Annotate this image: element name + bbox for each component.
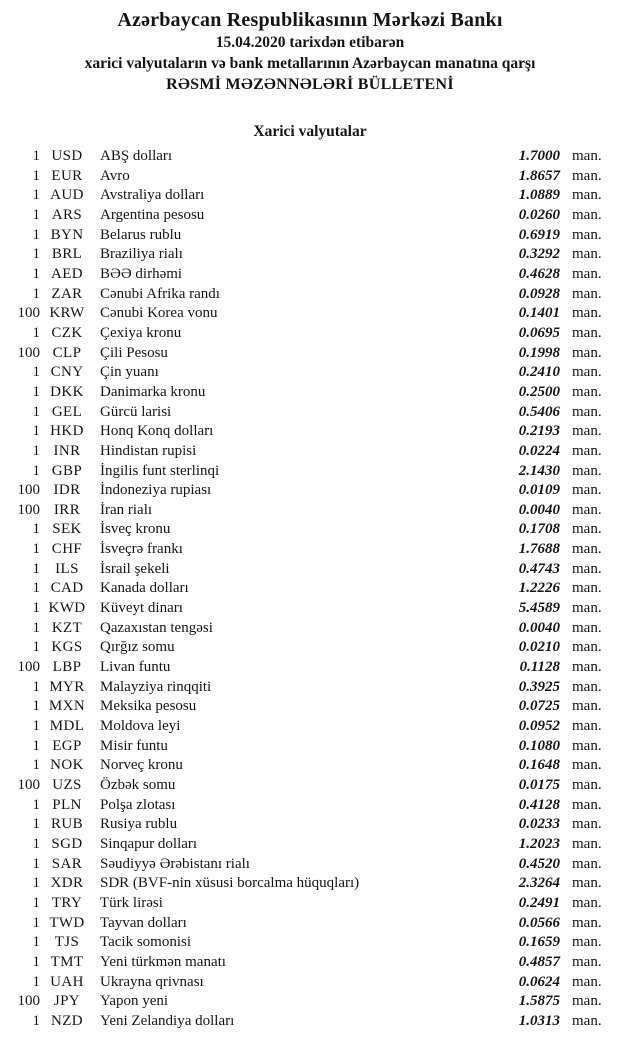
unit-cell: man. xyxy=(572,875,602,892)
unit-cell: man. xyxy=(572,501,602,518)
currency-name-cell: Yapon yeni xyxy=(100,993,169,1010)
unit-cell: man. xyxy=(572,777,602,793)
rate-value-cell: 1.2023 xyxy=(518,835,560,852)
unit-cell: man. xyxy=(572,541,602,558)
currency-code-cell: IRR xyxy=(53,501,81,518)
rate-value-cell: 0.4128 xyxy=(518,796,560,813)
quantity-cell: 1 xyxy=(32,737,40,754)
currency-name-cell: İsveçrə frankı xyxy=(100,541,183,558)
currency-code-cell: UAH xyxy=(50,973,84,990)
rate-value-cell: 1.7688 xyxy=(518,541,560,558)
currency-name-cell: Argentina pesosu xyxy=(100,206,205,223)
rate-value-cell: 0.2491 xyxy=(518,894,560,911)
quantity-cell: 1 xyxy=(32,148,40,164)
unit-cell: man. xyxy=(572,619,602,636)
currency-name-cell: Norveç kronu xyxy=(100,757,183,774)
currency-code-cell: KGS xyxy=(51,639,83,656)
currency-code-cell: SGD xyxy=(51,835,83,852)
rate-row xyxy=(0,266,620,286)
currency-name-cell: Qırğız somu xyxy=(100,639,175,656)
quantity-cell: 1 xyxy=(32,698,40,715)
quantity-cell: 1 xyxy=(32,423,40,440)
rate-value-cell: 0.1998 xyxy=(518,344,560,361)
quantity-cell: 1 xyxy=(32,953,40,970)
quantity-cell: 1 xyxy=(32,206,40,223)
unit-cell: man. xyxy=(572,698,602,715)
quantity-cell: 100 xyxy=(17,501,40,518)
currency-name-cell: Küveyt dinarı xyxy=(100,600,183,617)
unit-cell: man. xyxy=(572,580,602,597)
currency-code-cell: EUR xyxy=(51,167,83,184)
quantity-cell: 1 xyxy=(32,678,40,695)
currency-code-cell: IDR xyxy=(53,482,81,499)
rate-row xyxy=(0,148,620,168)
quantity-cell: 1 xyxy=(32,383,40,400)
rate-value-cell: 5.4589 xyxy=(518,600,560,617)
unit-cell: man. xyxy=(572,934,602,951)
currency-code-cell: ARS xyxy=(51,206,83,223)
rate-value-cell: 0.0175 xyxy=(518,777,560,793)
unit-cell: man. xyxy=(572,894,602,911)
currency-name-cell: Cənubi Afrika randı xyxy=(100,285,220,302)
currency-code-cell: MXN xyxy=(48,698,86,715)
rate-value-cell: 0.5406 xyxy=(518,403,560,420)
quantity-cell: 1 xyxy=(32,639,40,656)
unit-cell: man. xyxy=(572,855,602,872)
currency-code-cell: KZT xyxy=(51,619,83,636)
currency-code-cell: MYR xyxy=(49,678,85,695)
quantity-cell: 1 xyxy=(32,894,40,911)
rate-value-cell: 1.2226 xyxy=(518,580,560,597)
rate-row xyxy=(0,974,620,994)
rate-row xyxy=(0,187,620,207)
rate-value-cell: 0.0952 xyxy=(518,718,560,735)
currency-code-cell: GBP xyxy=(51,462,83,479)
rate-row xyxy=(0,404,620,424)
currency-name-cell: BƏƏ dirhəmi xyxy=(100,265,183,282)
rate-value-cell: 0.1401 xyxy=(518,305,560,322)
unit-cell: man. xyxy=(572,324,602,341)
unit-cell: man. xyxy=(572,953,602,970)
unit-cell: man. xyxy=(572,796,602,813)
currency-code-cell: SEK xyxy=(52,521,82,538)
rate-row xyxy=(0,561,620,581)
currency-code-cell: CHF xyxy=(51,541,83,558)
rate-row xyxy=(0,777,620,797)
currency-code-cell: EGP xyxy=(52,737,82,754)
rate-value-cell: 0.1659 xyxy=(518,934,560,951)
currency-name-cell: İndoneziya rupiası xyxy=(100,482,212,499)
rate-value-cell: 0.0725 xyxy=(518,698,560,715)
rate-row xyxy=(0,620,620,640)
quantity-cell: 1 xyxy=(32,265,40,282)
currency-name-cell: Çili Pesosu xyxy=(100,344,168,361)
rate-row xyxy=(0,541,620,561)
currency-code-cell: SAR xyxy=(51,855,83,872)
currency-name-cell: Moldova leyi xyxy=(100,718,181,735)
quantity-cell: 1 xyxy=(32,246,40,263)
unit-cell: man. xyxy=(572,737,602,754)
rate-value-cell: 0.2500 xyxy=(518,383,560,400)
unit-cell: man. xyxy=(572,914,602,931)
currency-code-cell: UZS xyxy=(52,777,82,793)
currency-name-cell: Özbək somu xyxy=(100,777,176,793)
quantity-cell: 1 xyxy=(32,855,40,872)
rate-row xyxy=(0,580,620,600)
quantity-cell: 100 xyxy=(17,777,40,793)
rate-row xyxy=(0,659,620,679)
rate-value-cell: 1.7000 xyxy=(518,148,560,164)
rate-value-cell: 0.0260 xyxy=(518,206,560,223)
rate-row xyxy=(0,227,620,247)
rate-row xyxy=(0,423,620,443)
rate-value-cell: 0.4743 xyxy=(518,560,560,577)
unit-cell: man. xyxy=(572,993,602,1010)
quantity-cell: 1 xyxy=(32,934,40,951)
quantity-cell: 1 xyxy=(32,187,40,204)
currency-code-cell: TMT xyxy=(50,953,84,970)
currency-code-cell: USD xyxy=(51,148,83,164)
unit-cell: man. xyxy=(572,757,602,774)
rate-value-cell: 0.1128 xyxy=(519,659,560,676)
rate-row xyxy=(0,993,620,1013)
currency-code-cell: LBP xyxy=(52,659,82,676)
unit-cell: man. xyxy=(572,678,602,695)
currency-name-cell: ABŞ dolları xyxy=(100,148,173,164)
quantity-cell: 100 xyxy=(17,659,40,676)
unit-cell: man. xyxy=(572,148,602,164)
currency-code-cell: CZK xyxy=(51,324,83,341)
rate-row xyxy=(0,345,620,365)
quantity-cell: 1 xyxy=(32,285,40,302)
rate-row xyxy=(0,738,620,758)
currency-name-cell: Çin yuanı xyxy=(100,364,159,381)
rate-value-cell: 1.5875 xyxy=(518,993,560,1010)
quantity-cell: 1 xyxy=(32,364,40,381)
rate-value-cell: 0.1080 xyxy=(518,737,560,754)
currency-code-cell: GEL xyxy=(51,403,83,420)
currency-name-cell: Çexiya kronu xyxy=(100,324,182,341)
unit-cell: man. xyxy=(572,835,602,852)
currency-code-cell: MDL xyxy=(49,718,85,735)
currency-code-cell: TRY xyxy=(51,894,83,911)
rate-value-cell: 1.0313 xyxy=(518,1012,560,1029)
rate-value-cell: 0.0566 xyxy=(518,914,560,931)
rate-value-cell: 2.3264 xyxy=(518,875,560,892)
unit-cell: man. xyxy=(572,226,602,243)
rate-value-cell: 0.4628 xyxy=(518,265,560,282)
unit-cell: man. xyxy=(572,364,602,381)
rate-value-cell: 0.0233 xyxy=(518,816,560,833)
quantity-cell: 1 xyxy=(32,403,40,420)
quantity-cell: 1 xyxy=(32,442,40,459)
quantity-cell: 1 xyxy=(32,718,40,735)
currency-name-cell: Livan funtu xyxy=(100,659,171,676)
currency-name-cell: Tayvan dolları xyxy=(100,914,187,931)
currency-name-cell: Tacik somonisi xyxy=(100,934,192,951)
currency-code-cell: KRW xyxy=(49,305,85,322)
rate-row xyxy=(0,168,620,188)
rate-value-cell: 0.0624 xyxy=(518,973,560,990)
rate-row xyxy=(0,364,620,384)
currency-name-cell: Qazaxıstan tengəsi xyxy=(100,619,213,636)
rate-value-cell: 1.8657 xyxy=(518,167,560,184)
currency-name-cell: Türk lirəsi xyxy=(100,894,163,911)
unit-cell: man. xyxy=(572,659,602,676)
rate-row xyxy=(0,600,620,620)
rate-row xyxy=(0,1013,620,1033)
currency-name-cell: Avstraliya dolları xyxy=(100,187,205,204)
currency-code-cell: XDR xyxy=(50,875,84,892)
rate-row xyxy=(0,384,620,404)
currency-name-cell: Ukrayna qrivnası xyxy=(100,973,204,990)
rate-row xyxy=(0,521,620,541)
quantity-cell: 1 xyxy=(32,580,40,597)
currency-name-cell: Sinqapur dolları xyxy=(100,835,198,852)
currency-name-cell: Kanada dolları xyxy=(100,580,189,597)
rate-value-cell: 0.0040 xyxy=(518,619,560,636)
currency-name-cell: Polşa zlotası xyxy=(100,796,176,813)
currency-name-cell: İngilis funt sterlinqi xyxy=(100,462,220,479)
unit-cell: man. xyxy=(572,305,602,322)
rate-row xyxy=(0,463,620,483)
rate-value-cell: 0.0109 xyxy=(518,482,560,499)
currency-name-cell: Hindistan rupisi xyxy=(100,442,197,459)
currency-code-cell: CNY xyxy=(50,364,84,381)
quantity-cell: 1 xyxy=(32,1012,40,1029)
effective-date: 15.04.2020 tarixdən etibarən xyxy=(215,34,405,51)
unit-cell: man. xyxy=(572,246,602,263)
rate-value-cell: 0.0040 xyxy=(518,501,560,518)
rate-value-cell: 1.0889 xyxy=(518,187,560,204)
currency-name-cell: Yeni türkmən manatı xyxy=(100,953,226,970)
rate-row xyxy=(0,325,620,345)
rate-value-cell: 0.3925 xyxy=(518,678,560,695)
rate-value-cell: 0.1708 xyxy=(518,521,560,538)
unit-cell: man. xyxy=(572,383,602,400)
bulletin-title: RƏSMİ MƏZƏNNƏLƏRİ BÜLLETENİ xyxy=(166,76,454,93)
rate-value-cell: 0.4520 xyxy=(518,855,560,872)
unit-cell: man. xyxy=(572,206,602,223)
bank-name: Azərbaycan Respublikasının Mərkəzi Bankı xyxy=(117,9,503,31)
rate-row xyxy=(0,639,620,659)
rate-row xyxy=(0,246,620,266)
rate-value-cell: 0.3292 xyxy=(518,246,560,263)
unit-cell: man. xyxy=(572,560,602,577)
currency-name-cell: İsrail şekeli xyxy=(100,560,170,577)
rate-row xyxy=(0,286,620,306)
quantity-cell: 100 xyxy=(17,344,40,361)
currency-code-cell: ILS xyxy=(55,560,79,577)
unit-cell: man. xyxy=(572,462,602,479)
quantity-cell: 1 xyxy=(32,757,40,774)
currency-code-cell: DKK xyxy=(50,383,84,400)
quantity-cell: 1 xyxy=(32,226,40,243)
quantity-cell: 1 xyxy=(32,521,40,538)
rate-row xyxy=(0,443,620,463)
rate-row xyxy=(0,502,620,522)
unit-cell: man. xyxy=(572,265,602,282)
rate-value-cell: 0.0695 xyxy=(518,324,560,341)
currency-code-cell: NOK xyxy=(50,757,84,774)
currency-name-cell: Braziliya rialı xyxy=(100,246,183,263)
currency-code-cell: RUB xyxy=(50,816,84,833)
currency-name-cell: Gürcü larisi xyxy=(100,403,172,420)
unit-cell: man. xyxy=(572,718,602,735)
rate-row xyxy=(0,934,620,954)
unit-cell: man. xyxy=(572,167,602,184)
currency-code-cell: TWD xyxy=(49,914,85,931)
quantity-cell: 1 xyxy=(32,973,40,990)
rate-row xyxy=(0,797,620,817)
quantity-cell: 100 xyxy=(17,993,40,1010)
quantity-cell: 1 xyxy=(32,167,40,184)
section-title: Xarici valyutalar xyxy=(253,123,367,140)
currency-code-cell: KWD xyxy=(48,600,86,617)
currency-code-cell: PLN xyxy=(52,796,82,813)
rates-table xyxy=(0,148,620,1033)
quantity-cell: 1 xyxy=(32,796,40,813)
rate-value-cell: 0.6919 xyxy=(518,226,560,243)
unit-cell: man. xyxy=(572,816,602,833)
quantity-cell: 1 xyxy=(32,875,40,892)
currency-name-cell: Cənubi Korea vonu xyxy=(100,305,218,322)
rate-value-cell: 0.1648 xyxy=(518,757,560,774)
currency-code-cell: ZAR xyxy=(51,285,83,302)
quantity-cell: 1 xyxy=(32,619,40,636)
rate-value-cell: 0.0928 xyxy=(518,285,560,302)
currency-name-cell: İsveç kronu xyxy=(100,521,171,538)
unit-cell: man. xyxy=(572,187,602,204)
unit-cell: man. xyxy=(572,600,602,617)
unit-cell: man. xyxy=(572,285,602,302)
currency-name-cell: Səudiyyə Ərəbistanı rialı xyxy=(100,855,250,872)
quantity-cell: 1 xyxy=(32,816,40,833)
unit-cell: man. xyxy=(572,521,602,538)
currency-code-cell: NZD xyxy=(50,1012,84,1029)
currency-code-cell: AED xyxy=(50,265,84,282)
currency-name-cell: Belarus rublu xyxy=(100,226,182,243)
rate-value-cell: 0.2410 xyxy=(518,364,560,381)
currency-name-cell: Meksika pesosu xyxy=(100,698,197,715)
currency-name-cell: Avro xyxy=(100,167,130,184)
rate-row xyxy=(0,679,620,699)
currency-name-cell: Rusiya rublu xyxy=(100,816,178,833)
rate-row xyxy=(0,757,620,777)
unit-cell: man. xyxy=(572,344,602,361)
unit-cell: man. xyxy=(572,639,602,656)
currency-name-cell: SDR (BVF-nin xüsusi borcalma hüquqları) xyxy=(100,875,360,892)
currency-name-cell: İran rialı xyxy=(100,501,153,518)
currency-name-cell: Danimarka kronu xyxy=(100,383,206,400)
unit-cell: man. xyxy=(572,973,602,990)
currency-name-cell: Misir funtu xyxy=(100,737,168,754)
quantity-cell: 100 xyxy=(17,482,40,499)
quantity-cell: 1 xyxy=(32,324,40,341)
quantity-cell: 1 xyxy=(32,835,40,852)
rate-row xyxy=(0,816,620,836)
currency-code-cell: BRL xyxy=(51,246,83,263)
rate-value-cell: 0.0210 xyxy=(518,639,560,656)
rate-value-cell: 2.1430 xyxy=(518,462,560,479)
rate-row xyxy=(0,698,620,718)
currency-code-cell: CLP xyxy=(52,344,82,361)
quantity-cell: 100 xyxy=(17,305,40,322)
rate-row xyxy=(0,305,620,325)
quantity-cell: 1 xyxy=(32,462,40,479)
currency-code-cell: BYN xyxy=(50,226,84,243)
bulletin-subtitle: xarici valyutaların və bank metallarının Azərbaycan manatına qarşı xyxy=(84,55,536,72)
rate-value-cell: 0.2193 xyxy=(518,423,560,440)
quantity-cell: 1 xyxy=(32,541,40,558)
rate-row xyxy=(0,836,620,856)
rate-row xyxy=(0,207,620,227)
rate-value-cell: 0.4857 xyxy=(518,953,560,970)
rate-row xyxy=(0,915,620,935)
rate-row xyxy=(0,954,620,974)
quantity-cell: 1 xyxy=(32,560,40,577)
rate-row xyxy=(0,895,620,915)
currency-code-cell: INR xyxy=(53,442,81,459)
rate-row xyxy=(0,718,620,738)
unit-cell: man. xyxy=(572,423,602,440)
rate-row xyxy=(0,875,620,895)
unit-cell: man. xyxy=(572,482,602,499)
currency-name-cell: Yeni Zelandiya dolları xyxy=(100,1012,235,1029)
rate-value-cell: 0.0224 xyxy=(518,442,560,459)
currency-name-cell: Honq Konq dolları xyxy=(100,423,214,440)
currency-code-cell: JPY xyxy=(53,993,81,1010)
currency-code-cell: TJS xyxy=(54,934,80,951)
quantity-cell: 1 xyxy=(32,600,40,617)
currency-code-cell: HKD xyxy=(50,423,84,440)
rate-row xyxy=(0,856,620,876)
unit-cell: man. xyxy=(572,403,602,420)
currency-name-cell: Malayziya rinqqiti xyxy=(100,678,212,695)
rate-row xyxy=(0,482,620,502)
currency-code-cell: CAD xyxy=(50,580,84,597)
unit-cell: man. xyxy=(572,1012,602,1029)
unit-cell: man. xyxy=(572,442,602,459)
quantity-cell: 1 xyxy=(32,914,40,931)
currency-code-cell: AUD xyxy=(50,187,84,204)
